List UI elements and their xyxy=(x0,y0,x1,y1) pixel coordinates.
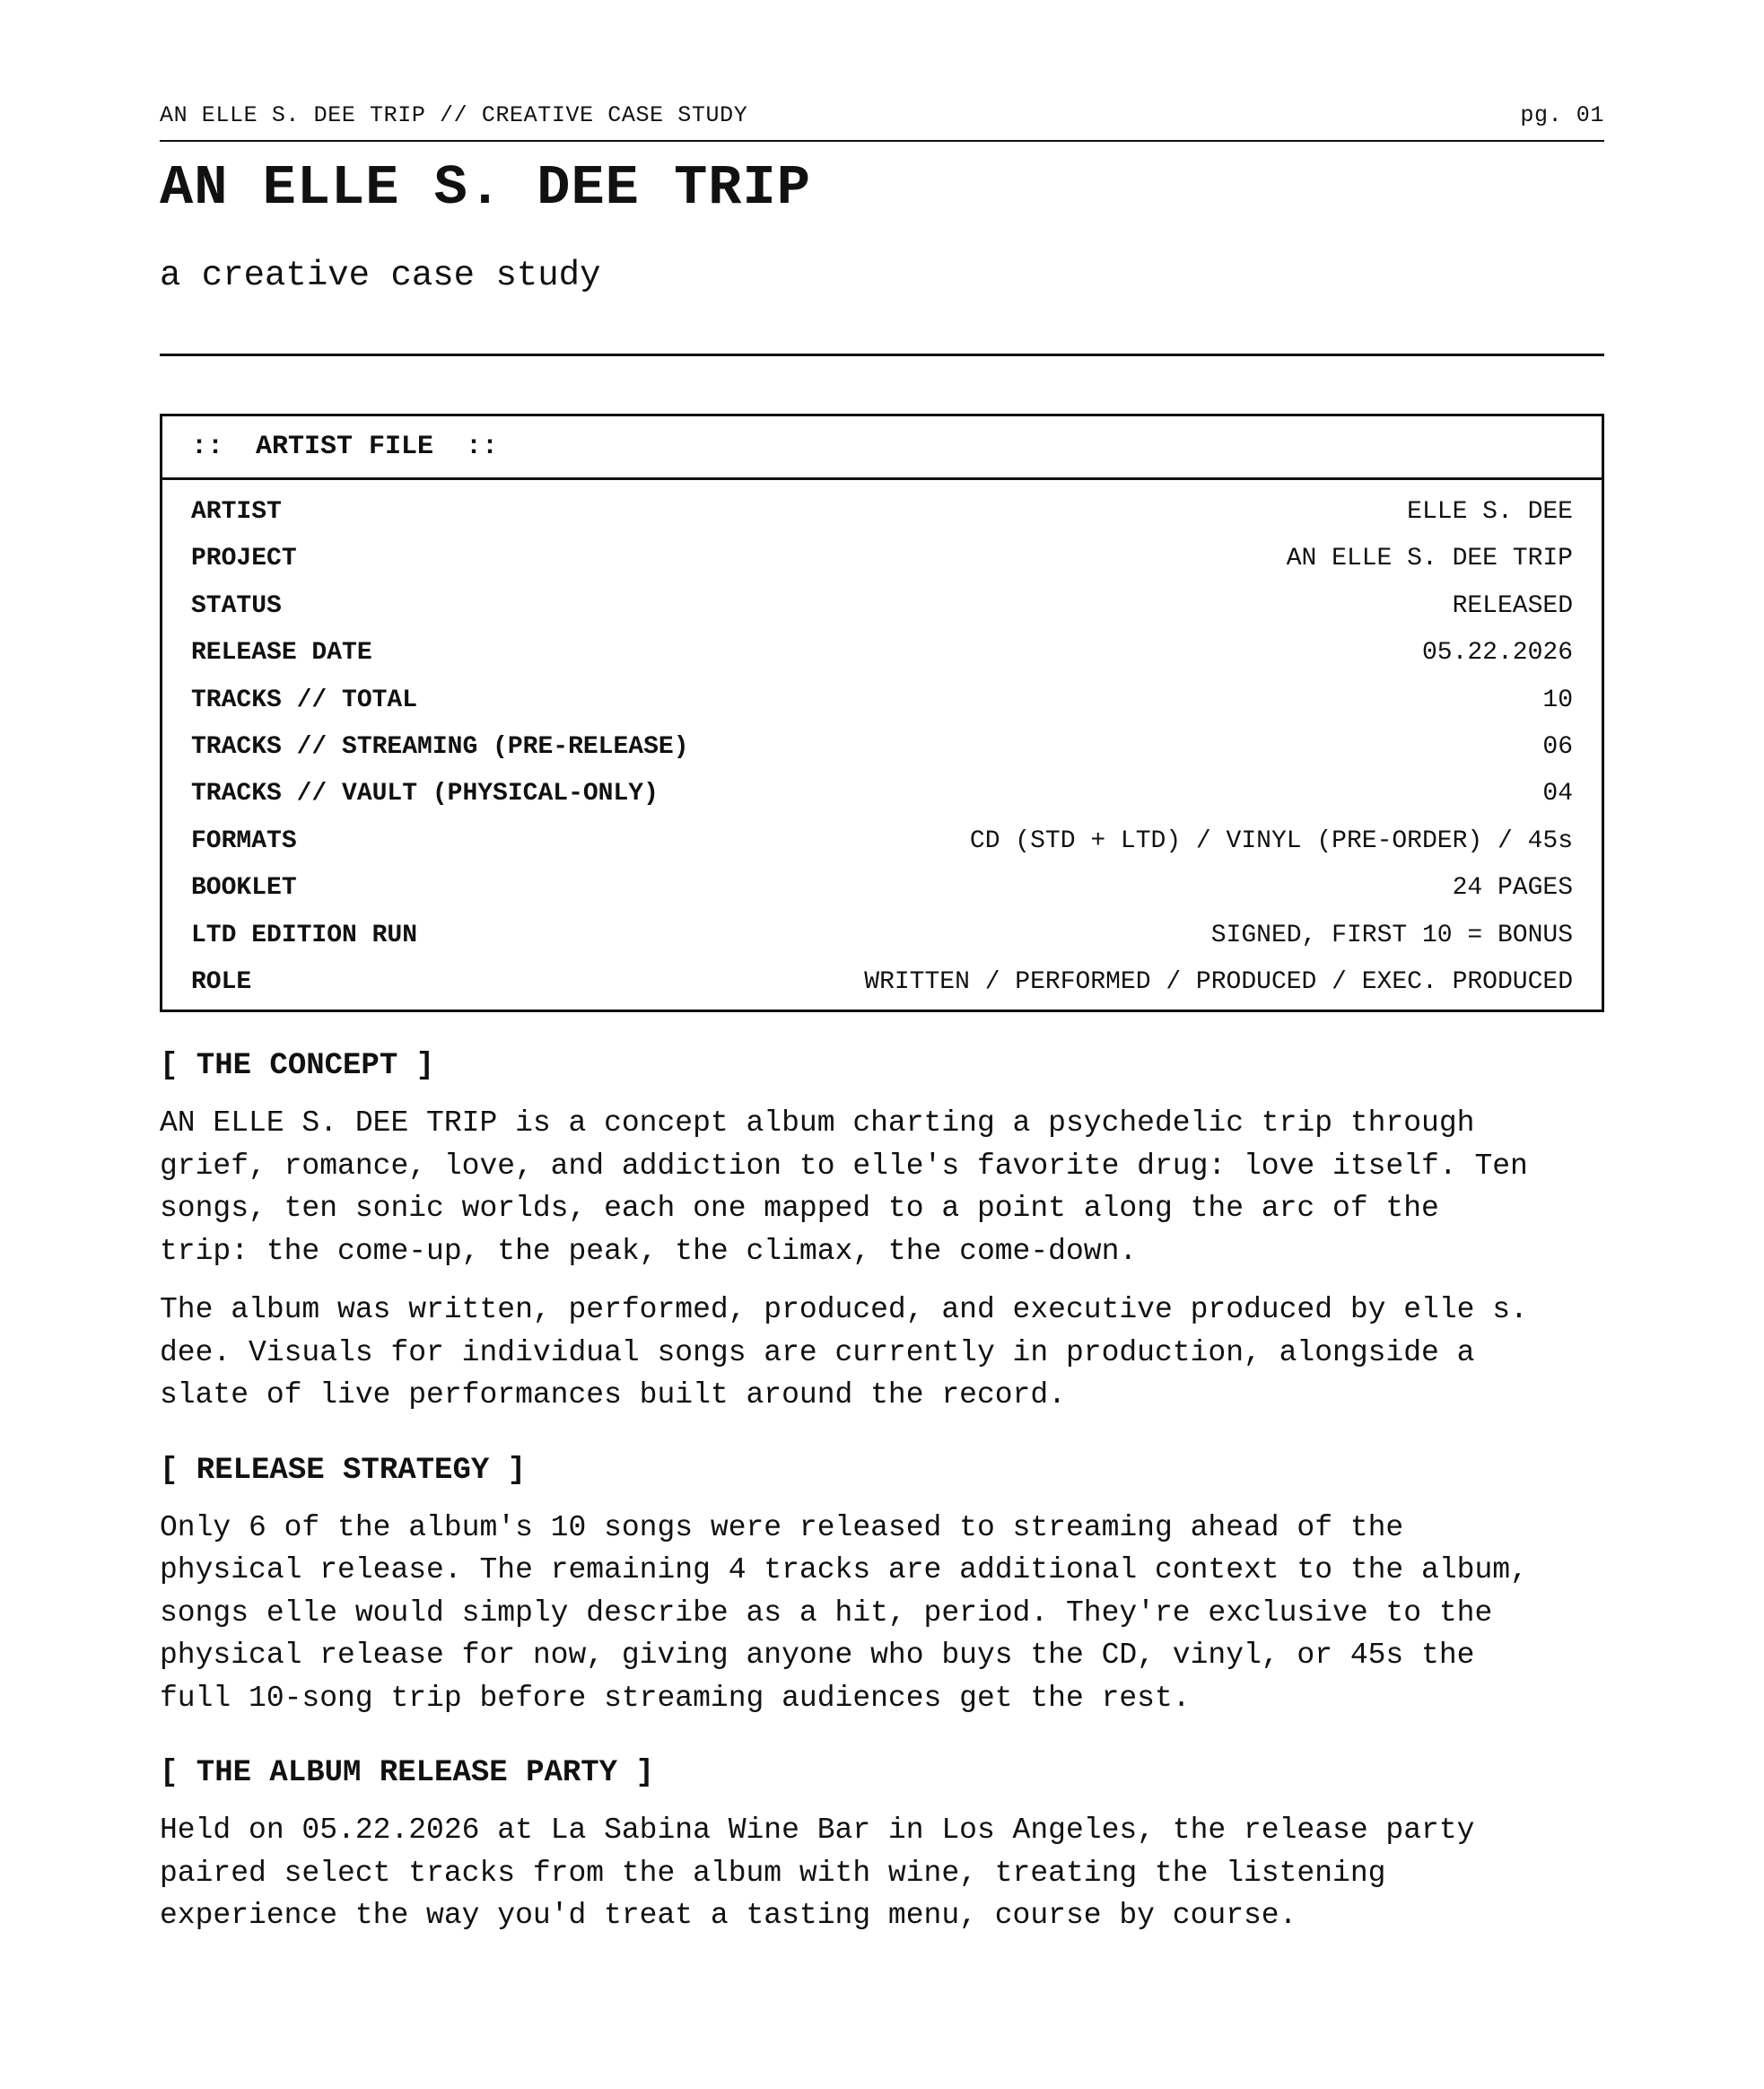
file-row-artist xyxy=(191,489,1573,536)
file-row-tracks-streaming xyxy=(191,724,1573,771)
file-row-label: RELEASE DATE xyxy=(191,639,372,668)
file-row-value: CD (STD + LTD) / VINYL (PRE-ORDER) / 45s xyxy=(969,826,1573,855)
section-heading-concept: [ THE CONCEPT ] xyxy=(160,1049,435,1084)
file-row-label: LTD EDITION RUN xyxy=(191,921,418,949)
artist-file-rows xyxy=(162,480,1602,1010)
file-row-value: WRITTEN / PERFORMED / PRODUCED / EXEC. PRODUCED xyxy=(864,967,1573,996)
file-row-label: BOOKLET xyxy=(191,874,297,903)
file-row-tracks-total xyxy=(191,677,1573,724)
file-row-value: RELEASED xyxy=(1452,591,1573,620)
page-title: AN ELLE S. DEE TRIP xyxy=(160,156,811,220)
file-row-ltd-edition-run xyxy=(191,913,1573,959)
release-strategy-paragraph: Only 6 of the album's 10 songs were released to streaming ahead of the physical release. The remaining 4 tracks are additional context to the album, songs elle would simply describe as a hit, period. They're exclusive to the physical release for now, giving anyone who buys the CD, vinyl, or 45s the full 10-song trip before streaming audiences get the rest. xyxy=(160,1510,1528,1715)
file-row-value: AN ELLE S. DEE TRIP xyxy=(1286,545,1573,573)
file-row-label: STATUS xyxy=(191,591,282,620)
file-row-role xyxy=(191,959,1573,1006)
file-row-formats xyxy=(191,818,1573,865)
file-row-label: PROJECT xyxy=(191,545,297,573)
file-row-value: 04 xyxy=(1542,780,1573,809)
file-row-booklet xyxy=(191,865,1573,912)
title-divider xyxy=(160,354,1604,356)
file-row-value: 10 xyxy=(1542,686,1573,714)
file-row-label: ARTIST xyxy=(191,498,282,526)
file-row-label: TRACKS // STREAMING (PRE-RELEASE) xyxy=(191,732,689,761)
section-heading-release-party: [ THE ALBUM RELEASE PARTY ] xyxy=(160,1756,654,1791)
file-row-tracks-vault xyxy=(191,771,1573,817)
concept-paragraph-1: AN ELLE S. DEE TRIP is a concept album charting a psychedelic trip through grief, romance, love, and addiction to elle's favorite drug: love itself. Ten songs, ten sonic worlds, each one mapped to a point along the arc of the trip: the come-up, the peak, the climax, the come-down. xyxy=(160,1106,1528,1268)
running-header-title: AN ELLE S. DEE TRIP // CREATIVE CASE STUDY xyxy=(160,102,748,128)
artist-file-heading: :: ARTIST FILE :: xyxy=(162,416,1602,480)
file-row-label: ROLE xyxy=(191,967,252,996)
file-row-status xyxy=(191,583,1573,630)
release-party-paragraph: Held on 05.22.2026 at La Sabina Wine Bar in Los Angeles, the release party paired select tracks from the album with wine, treating the listening experience the way you'd treat a tasting menu, course by course. xyxy=(160,1814,1475,1933)
file-row-value: 24 PAGES xyxy=(1452,874,1573,903)
file-row-label: FORMATS xyxy=(191,826,297,855)
file-row-value: SIGNED, FIRST 10 = BONUS xyxy=(1210,921,1573,949)
file-row-value: 05.22.2026 xyxy=(1421,639,1573,668)
page-subtitle: a creative case study xyxy=(160,256,601,295)
artist-file-box xyxy=(160,414,1604,1012)
running-header xyxy=(160,0,1604,142)
section-heading-release-strategy: [ RELEASE STRATEGY ] xyxy=(160,1453,527,1488)
file-row-value: ELLE S. DEE xyxy=(1407,498,1573,526)
file-row-label: TRACKS // TOTAL xyxy=(191,686,418,714)
concept-paragraph-2: The album was written, performed, produced, and executive produced by elle s. dee. Visuals for individual songs are currently in production, alongside a slate of live performances built around the record. xyxy=(160,1293,1528,1412)
page-number: pg. 01 xyxy=(1520,102,1604,128)
file-row-project xyxy=(191,536,1573,582)
file-row-release-date xyxy=(191,630,1573,677)
file-row-label: TRACKS // VAULT (PHYSICAL-ONLY) xyxy=(191,780,659,809)
file-row-value: 06 xyxy=(1542,732,1573,761)
